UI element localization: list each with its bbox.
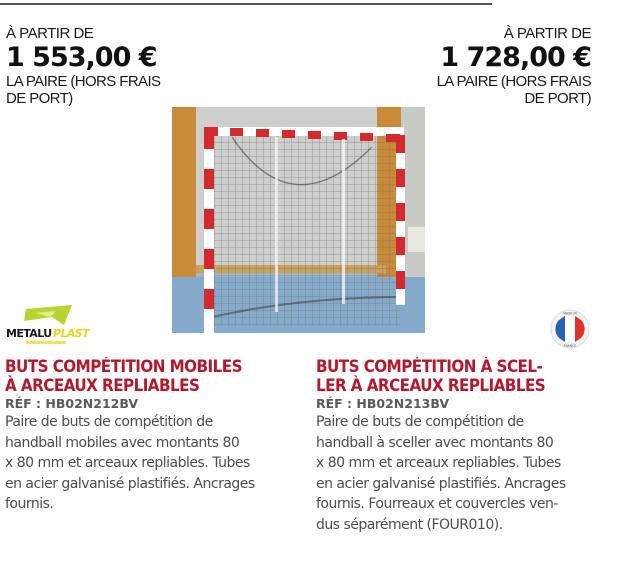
metalu-plast-logo	[6, 303, 92, 351]
price-block-product-2	[437, 26, 591, 107]
svg-text:METALU: METALU	[6, 327, 52, 340]
product-card-2	[316, 357, 606, 535]
svg-text:PLAST: PLAST	[53, 327, 90, 340]
product-title: BUTS COMPÉTITION À SCEL- LER À ARCEAUX REPLIABLES	[316, 357, 546, 395]
product-description: Paire de buts de compétition de handball à sceller avec montants 80 x 80 mm et arceaux repliables. Tubes en acier galvanisé plastifiés. Ancrages fournis. Fourreaux et couvercles ven- dus séparément (FOUR010).	[316, 414, 566, 533]
product-reference: RÉF : HB02N213BV	[316, 396, 450, 411]
svg-text:MADE IN: MADE IN	[563, 311, 577, 316]
price-amount: 1 728,00 €	[440, 42, 591, 73]
price-block-product-1	[6, 26, 160, 107]
product-card-1	[5, 357, 295, 515]
price-amount: 1 553,00 €	[6, 42, 157, 73]
handball-goal-photo	[172, 107, 425, 333]
svg-text:FRANCE: FRANCE	[563, 344, 577, 348]
product-reference: RÉF : HB02N212BV	[5, 396, 139, 411]
top-divider	[0, 3, 492, 5]
product-description: Paire de buts de compétition de handball mobiles avec montants 80 x 80 mm et arceaux repliables. Tubes en acier galvanisé plastifiés. Ancrages fournis.	[5, 414, 255, 512]
price-note: LA PAIRE (HORS FRAIS DE PORT)	[436, 73, 591, 107]
price-note: LA PAIRE (HORS FRAIS DE PORT)	[6, 73, 161, 107]
made-in-france-badge-icon	[550, 309, 590, 349]
price-prefix: À PARTIR DE	[503, 25, 591, 42]
price-prefix: À PARTIR DE	[6, 25, 94, 42]
product-title: BUTS COMPÉTITION MOBILES À ARCEAUX REPLIABLES	[5, 357, 242, 395]
